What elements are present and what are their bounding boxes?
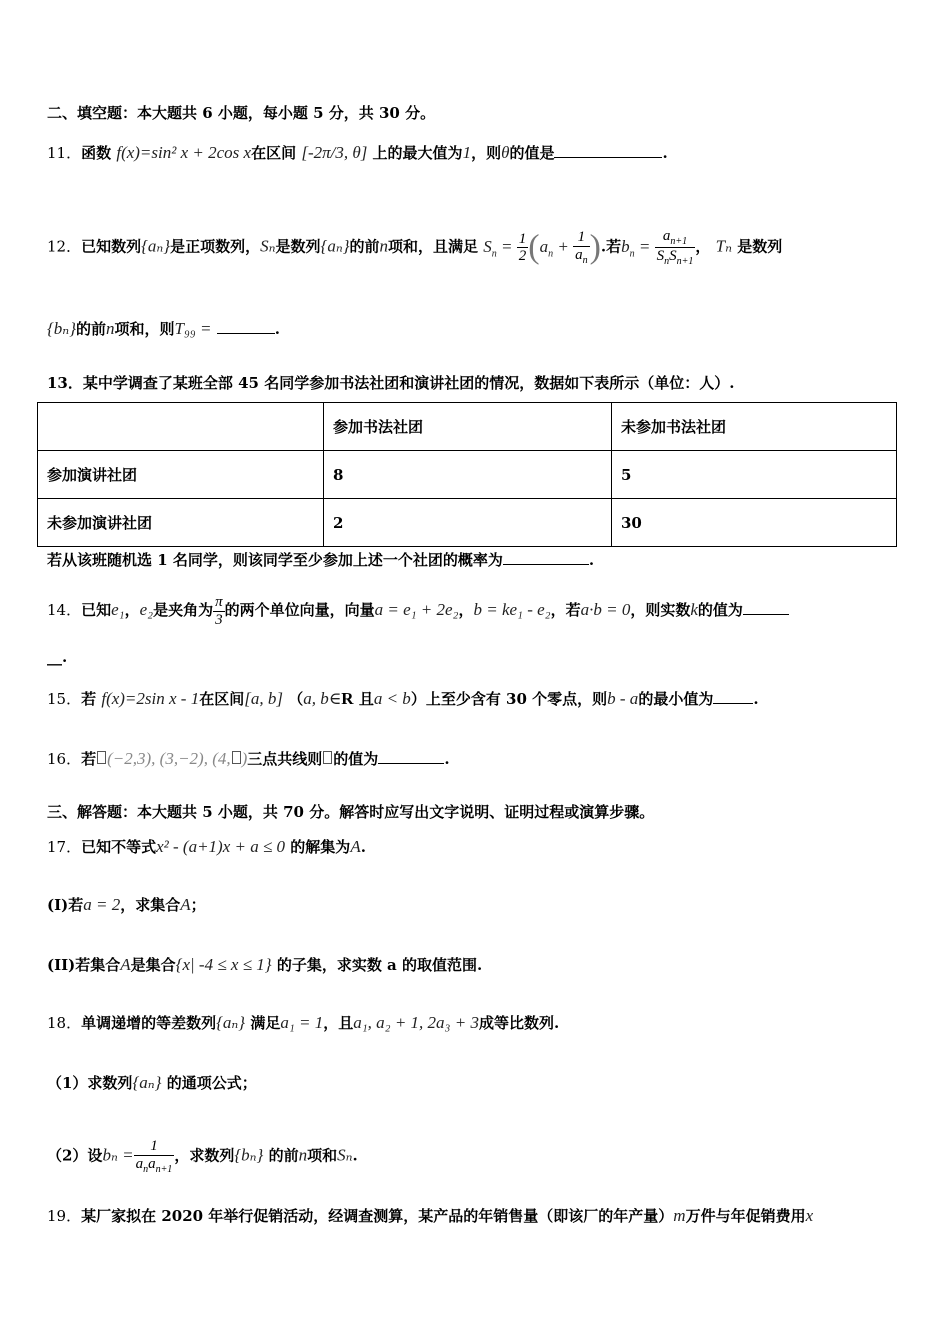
question-19: 19．某厂家拟在 2020 年举行促销活动，经调查测算，某产品的年销售量（即该厂的年产量）m万件与年促销费用x [47,1206,814,1225]
missing-glyph-icon [232,751,241,764]
table-row: 参加演讲社团 8 5 [38,451,897,499]
question-18-part-2: （2）设bₙ = $\frac{1}{a_na_{n+1}}$ ，求数列{bₙ} 的前n项和Sₙ. [47,1138,358,1175]
question-17-part-1: (I)若a = 2，求集合A； [47,895,206,914]
table-row: 未参加演讲社团 2 30 [38,499,897,547]
q11-interval: [-2π/3, θ] [301,143,368,162]
q11-function: f(x)=sin² x + 2cos x [116,143,252,162]
question-12: 12．已知数列{aₙ}是正项数列，Sₙ是数列{aₙ}的前n项和，且满足 $S_n$ = $\frac{1}{2}$ ($a_n$ + $\frac{1}{a_n}$ ).若$b_n$ = $\frac{a_{n+1}}{S_nS_{n+1}}$ ， Tₙ 是数列 [47,228,783,267]
q12-sn-formula: $S_n$ = [483,236,517,259]
survey-table [37,402,897,547]
question-13-after: 若从该班随机选 1 名同学，则该同学至少参加上述一个社团的概率为 . [47,551,595,569]
question-18-part-1: （1）求数列{aₙ} 的通项公式； [47,1073,257,1092]
answer-blank[interactable] [554,143,662,158]
answer-blank[interactable] [217,319,275,334]
question-13: 13．某中学调查了某班全部 45 名同学参加书法社团和演讲社团的情况，数据如下表所示（单位：人）. [47,374,735,392]
answer-blank[interactable] [503,550,589,565]
section-3-heading: 三、解答题：本大题共 5 小题，共 70 分。解答时应写出文字说明、证明过程或演算步骤。 [47,803,655,821]
missing-glyph-icon [97,751,106,764]
answer-blank[interactable] [743,600,789,615]
q11-max-value: 1 [462,143,472,162]
q11-number: 11． [47,144,82,162]
question-17: 17．已知不等式x² - (a+1)x + a ≤ 0 的解集为A. [47,837,366,856]
question-18: 18．单调递增的等差数列{aₙ} 满足a₁ = 1，且a₁, a₂ + 1, 2a₃ + 3成等比数列. [47,1013,560,1032]
section-2-heading: 二、填空题：本大题共 6 小题，每小题 5 分，共 30 分。 [47,104,436,122]
question-17-part-2: (II)若集合A是集合{x| -4 ≤ x ≤ 1} 的子集，求实数 a 的取值范围. [47,955,483,974]
question-14: 14．已知e₁，e₂是夹角为 $\frac{\pi}{3}$ 的两个单位向量，向量a = e₁ + 2e₂，b = ke₁ - e₂，若a·b = 0，则实数k的值为 [47,594,789,628]
question-16: 16．若 (−2,3), (3,−2), (4, )三点共线则 的值为 . [47,749,450,768]
table-header-row: 参加书法社团 未参加书法社团 [38,403,897,451]
q12-bn-formula: $b_n$ = [621,236,655,259]
missing-glyph-icon [323,751,332,764]
answer-blank[interactable] [378,749,444,764]
answer-blank[interactable] [713,689,753,704]
question-15: 15．若 f(x)=2sin x - 1在区间[a, b] （a, b∈R 且a < b）上至少含有 30 个零点，则b - a的最小值为 . [47,689,759,708]
question-14-cont: __. [47,648,68,666]
question-12-cont: {bₙ}的前n项和，则T₉₉ = . [47,319,280,338]
question-11: 11．函数 f(x)=sin² x + 2cos x在区间 [-2π/3, θ] 上的最大值为1，则θ的值是 . [47,143,668,162]
